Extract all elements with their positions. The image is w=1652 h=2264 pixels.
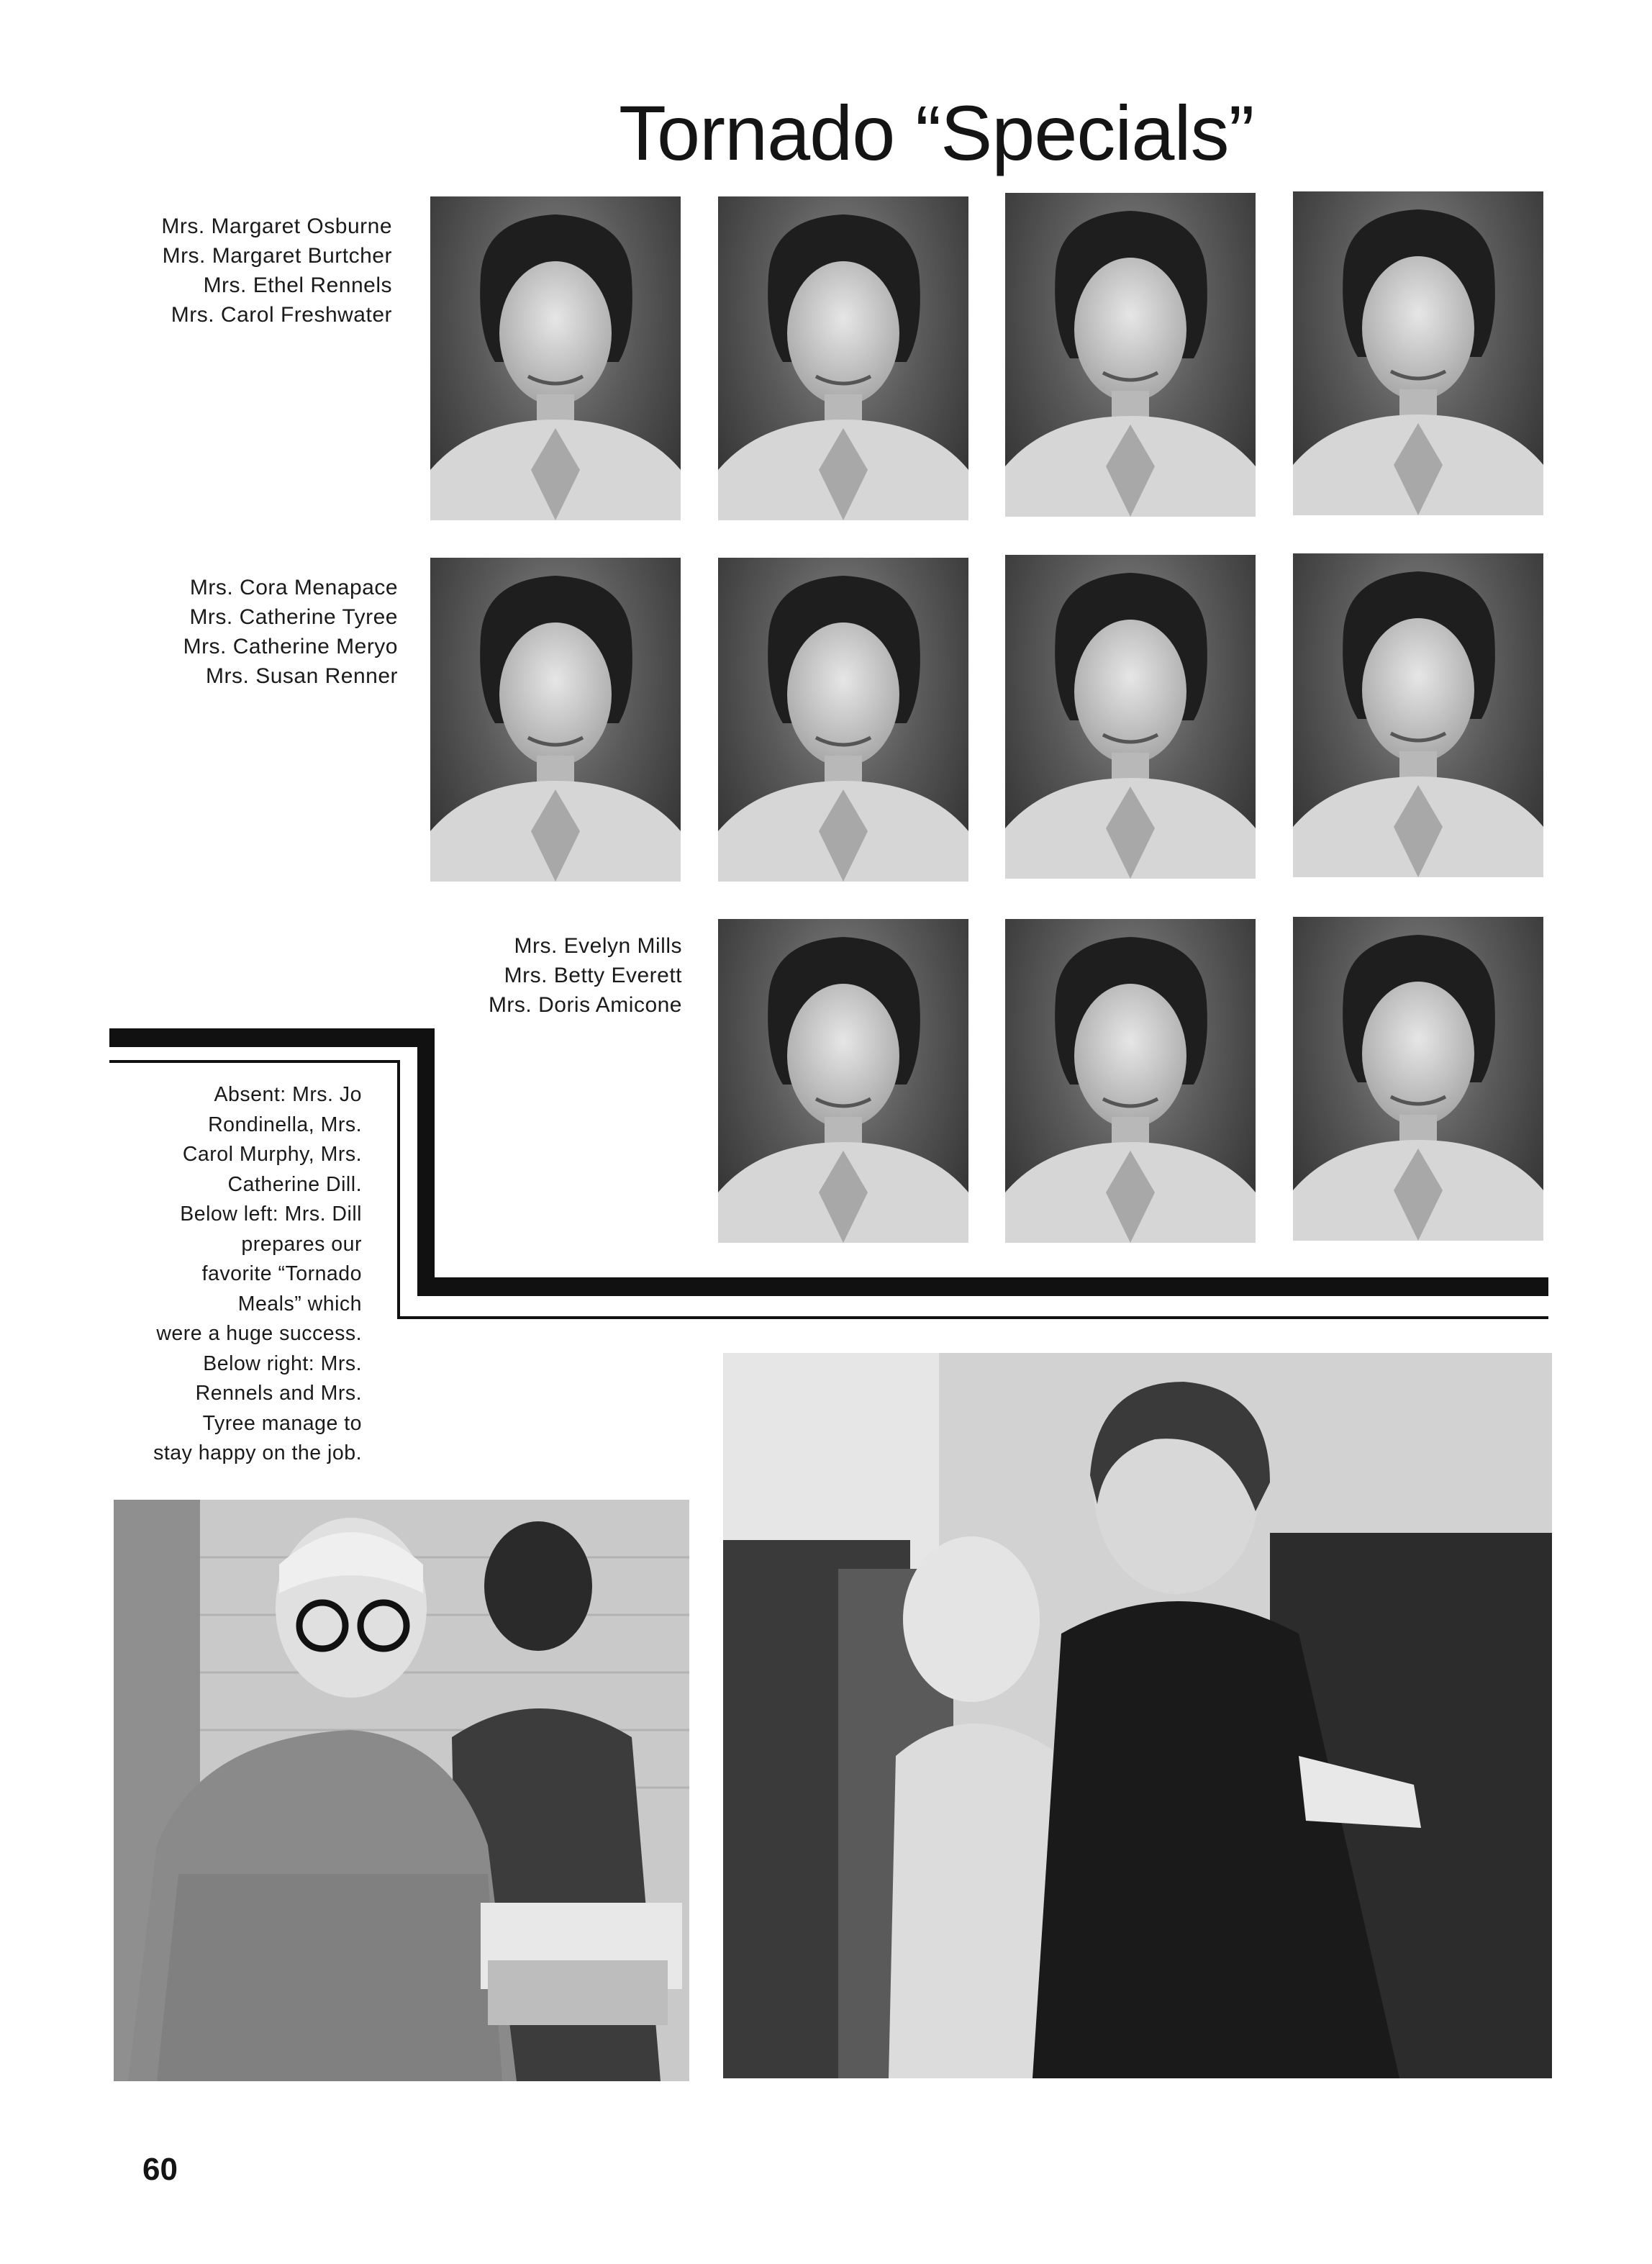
- name-label: Mrs. Betty Everett: [504, 964, 682, 987]
- caption-line: Rondinella, Mrs.: [208, 1113, 362, 1136]
- portrait-photo: [1005, 555, 1256, 879]
- frame-bar-bottom-thin: [397, 1316, 1548, 1319]
- name-label: Mrs. Margaret Osburne: [161, 214, 392, 238]
- candid-photo-left: [114, 1500, 689, 2081]
- portrait-photo: [1293, 191, 1543, 515]
- name-label: Mrs. Susan Renner: [206, 664, 398, 688]
- portrait-photo: [718, 196, 968, 520]
- page-number: 60: [142, 2152, 178, 2187]
- portrait-photo: [1293, 917, 1543, 1241]
- portrait-photo: [1005, 193, 1256, 517]
- portrait-photo: [718, 558, 968, 882]
- caption-line: Below left: Mrs. Dill: [180, 1203, 362, 1226]
- portrait-photo: [1005, 919, 1256, 1243]
- name-label: Mrs. Ethel Rennels: [203, 273, 392, 297]
- name-label: Mrs. Carol Freshwater: [171, 303, 392, 327]
- name-label: Mrs. Cora Menapace: [189, 576, 398, 599]
- caption-line: Absent: Mrs. Jo: [214, 1083, 362, 1106]
- portrait-photo: [718, 919, 968, 1243]
- frame-bar-vertical-thin: [397, 1060, 400, 1319]
- name-label: Mrs. Margaret Burtcher: [162, 244, 392, 268]
- frame-bar-top-thin: [109, 1060, 400, 1063]
- caption-line: Catherine Dill.: [227, 1172, 362, 1196]
- caption-line: were a huge success.: [156, 1322, 362, 1345]
- caption-text: [86, 1080, 362, 1469]
- page-title: Tornado “Specials”: [619, 89, 1254, 176]
- row-2-names: [86, 573, 398, 691]
- name-label: Mrs. Evelyn Mills: [514, 934, 682, 958]
- row-3-names: [374, 931, 682, 1020]
- row-1-names: [86, 212, 392, 330]
- caption-line: Rennels and Mrs.: [195, 1382, 362, 1405]
- name-label: Mrs. Catherine Meryo: [183, 635, 398, 658]
- frame-bar-vertical-thick: [417, 1028, 435, 1295]
- frame-bar-bottom-thick: [417, 1277, 1548, 1296]
- candid-photo-right: [723, 1353, 1552, 2078]
- portrait-photo: [430, 558, 681, 882]
- caption-line: favorite “Tornado: [201, 1262, 362, 1285]
- caption-line: Tyree manage to: [202, 1411, 362, 1435]
- name-label: Mrs. Catherine Tyree: [189, 605, 398, 629]
- caption-line: stay happy on the job.: [153, 1441, 362, 1464]
- frame-bar-top-thick: [109, 1028, 435, 1047]
- name-label: Mrs. Doris Amicone: [488, 993, 682, 1017]
- portrait-photo: [430, 196, 681, 520]
- portrait-photo: [1293, 553, 1543, 877]
- caption-line: Meals” which: [237, 1292, 362, 1316]
- caption-line: Carol Murphy, Mrs.: [182, 1143, 362, 1166]
- caption-line: Below right: Mrs.: [203, 1351, 362, 1375]
- caption-line: prepares our: [241, 1232, 362, 1256]
